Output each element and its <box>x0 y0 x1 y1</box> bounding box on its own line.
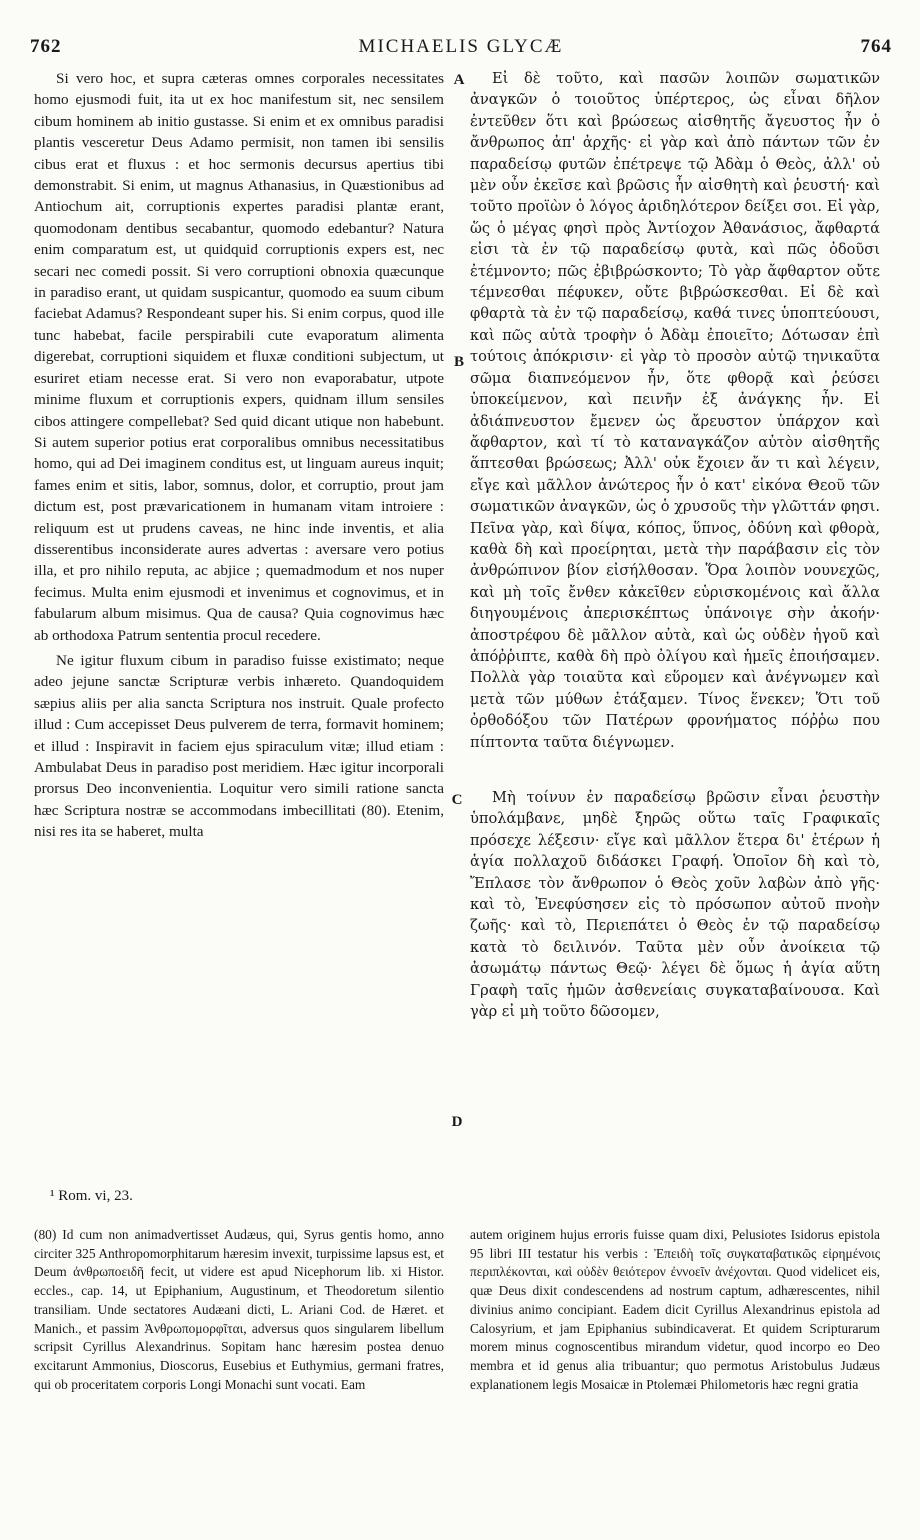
right-page-number: 764 <box>860 36 892 57</box>
footnote-reference: ¹ Rom. vi, 23. <box>50 1188 133 1204</box>
left-page-number: 762 <box>30 36 62 57</box>
margin-letter-b: B <box>453 354 464 370</box>
running-title: MICHAELIS GLYCÆ <box>358 36 564 57</box>
greek-paragraph-2: Μὴ τοίνυν ἐν παραδείσῳ βρῶσιν εἶναι ῥευστὴν ὑπολάμβανε, μηδὲ ξηρῶς οὕτω ταῖς Γραφικαῖς πρόσεχε λέξεσιν· εἴγε καὶ μᾶλλον ἕτερα δι' ἑτέρων ἡ ἁγία πολλαχοῦ διδάσκει Γραφή. Ὁποῖον δὴ καὶ τὸ, Ἔπλασε τὸν ἄνθρωπον ὁ Θεὸς χοῦν λαβὼν ἀπὸ γῆς· καὶ τὸ, Ἐνεφύσησεν εἰς τὸ πρόσωπον αὐτοῦ πνοὴν ζωῆς· καὶ τὸ, Περιεπάτει ὁ Θεὸς ἐν τῷ παραδείσῳ κατὰ τὸ δειλινόν. Ταῦτα μὲν οὖν ἀνοίκεια τῷ ἀσωμάτῳ πάντως Θεῷ· λέγει δὲ ὅμως ἡ ἁγία αὕτη Γραφὴ ταῖς ἡμῶν ἀσθενείαις συγκαταβαίνουσα. Καὶ γὰρ εἰ μὴ τοῦτο δῶσομεν, <box>470 789 880 1021</box>
latin-column <box>34 68 444 1164</box>
margin-letter-a: A <box>453 72 465 88</box>
margin-letter-c: C <box>451 792 463 808</box>
margin-letter-d: D <box>451 1114 463 1130</box>
latin-paragraph-2: Ne igitur fluxum cibum in paradiso fuisse existimato; neque adeo jejune sanctæ Scripturæ verbis inhæreto. Quandoquidem sæpius aliis per alia sancta Scriptura nos instruit. Quale profecto illud : Cum accepisset Deus pulverem de terra, formavit hominem; et illud : Inspiravit in faciem ejus spiraculum vitæ; illud etiam : Ambulabat Deus in paradiso post meridiem. Hæc igitur incorporali prorsus Deo inconvenientia. Loquitur vero simili ratione sancta hæc Scriptura nostræ se accommodans imbecillitati (80). Etenim, nisi res ita se haberet, multa <box>34 651 444 841</box>
latin-paragraph-1: Si vero hoc, et supra cæteras omnes corporales necessitates homo ejusmodi fuit, ita ut ex hoc manifestum sit, nec sensilem cibum hominem ab initio gustasse. Si enim et ex omnibus paradisi plantis vesceretur Deus Adamo permisit, non tamen ibi sensilis cibus erat et fluxus : et hoc sermonis decursus apertius tibi demonstrabit. Si enim, ut magnus Athanasius, in Quæstionibus ad Antiochum ait, corruptionis expertes paradisi plantæ erant, quomodonam dentibus secabantur, quomodo edebantur? Natura enim comparatum est, ut quidquid corruptionis expers est, nec secari nec comedi possit. Si vero corruptioni obnoxia quæcunque in paradiso erant, ut quidam suspicantur, quomodo ea suum cibum faciebat Adamus? Respondeant super his. Si enim corpus, quod ille tunc habebat, facile perspirabili cute evaporatum alimenta digerebat, corruptioni siquidem et fluxæ conditioni subjectum, ut esuriret etiam necesse erat. Si vero non evaporabatur, utpote minime fluxum et corruptionis expers, quidnam illum sensiles cibos attingere compellebat? Sed quid dicant utique non habebunt. Si autem superior potius erat corporalibus omnibus necessitatibus homo, qui ad Dei imaginem conditus est, ut linguam aureus inquit; fames enim et sitis, labor, somnus, dolor, et corruptio, prout jam dictum est, post prævaricationem in humanam vitam introiere : reliquum est ut prudens caveas, ne hinc inde inventis, et alia disserentibus inconsiderate aures advertas : aversare vero potius illa, et pro nihilo reputa, ac abjice ; quemadmodum et nos nuper fecimus. Multa enim ejusmodi et invenimus et cognovimus, et in fabularum album misimus. Qua de causa? Quia cognovimus hæc ab orthodoxa Patrum sententia procul recedere. <box>34 70 444 644</box>
notes-right-column <box>470 1226 880 1526</box>
page-header <box>30 36 892 62</box>
greek-column <box>470 68 880 1164</box>
notes-left-column <box>34 1226 444 1526</box>
greek-paragraph-1: Εἰ δὲ τοῦτο, καὶ πασῶν λοιπῶν σωματικῶν ἀναγκῶν ὁ τοιοῦτος ὑπέρτερος, ὡς εἶναι δῆλον ἐντεῦθεν ὅτι καὶ βρώσεως αἰσθητῆς ἄγευστος ἦν ὁ ἄνθρωπος ἀπ' ἀρχῆς· εἰ γὰρ καὶ ἀπὸ πάντων τῶν ἐν παραδείσῳ φυτῶν ἐπέτρεψε τῷ Ἀδὰμ ὁ Θεὸς, ἀλλ' οὐ μὲν οὖν ἐκεῖσε καὶ βρῶσις ἦν αἰσθητὴ καὶ ῥευστή· καὶ τοῦτο προϊὼν ὁ λόγος ἀριδηλότερον δείξει σοι. Εἰ γὰρ, ὥς ὁ μέγας φησὶ πρὸς Ἀντίοχον Ἀθανάσιος, ἄφθαρτά εἰσι τὰ ἐν τῷ παραδείσῳ φυτὰ, καὶ πῶς ὀδοῦσι ἐτέμνοντο; πῶς ἐβιβρώσκοντο; Τὸ γὰρ ἄφθαρτον οὔτε τέμνεσθαι πέφυκεν, οὔτε βιβρώσκεσθαι. Εἰ δὲ καὶ φθαρτὰ τὰ ἐν τῷ παραδείσῳ, καθά τινες ὑποπτεύουσι, καὶ πῶς αὐτὰ τροφὴν ὁ Ἀδὰμ ἐποιεῖτο; Δότωσαν ἐπὶ τούτοις ἀπόκρισιν· εἰ γὰρ τὸ προσὸν αὐτῷ τηνικαῦτα σῶμα διαπνεόμενον ἦν, ὅτε φθορᾷ καὶ ῥεύσει ὑποκείμενον, καὶ πεινῆν ἐξ ἀνάγκης ἦν. Εἰ ἀδιάπνευστον ἔμενεν ὡς ἄρευστον ὑπάρχον καὶ ἄφθαρτον, καὶ τί τὸ καταναγκάζον αὐτὸν αἰσθητῆς ἅπτεσθαι βρώσεως; Ἀλλ' οὐκ ἔχοιεν ἄν τι καὶ λέγειν, εἴγε καὶ μᾶλλον ἀνώτερος ἦν ὁ κατ' εἰκόνα Θεοῦ τῶν σωματικῶν ἀναγκῶν, ὡς ὁ χρυσοῦς τὴν γλῶττάν φησι. Πεῖνα γὰρ, καὶ δίψα, κόπος, ὕπνος, ὀδύνη καὶ φθορὰ, καθὰ δὴ καὶ προείρηται, μετὰ τὴν παράβασιν εἰς τὸν ἀνθρώπινον βίον εἰσήλθοσαν. Ὅρα λοιπὸν νουνεχῶς, καὶ μὴ τοῖς ἔνθεν κἀκεῖθεν εὑρισκομένοις καὶ ἄλλα διηγουμένοις ἀπερισκέπτως ὑπάνοιγε σὴν ἀκοήν· ἀποστρέφου δὲ μᾶλλον αὐτὰ, καὶ ὡς οὐδὲν ἡγοῦ καὶ ἀπόῤῥιπτε, καθὰ δὴ πρὸ ὀλίγου καὶ ἡμεῖς ἐποιήσαμεν. Πολλὰ γὰρ τοιαῦτα καὶ εὕρομεν καὶ ἀνέγνωμεν καὶ μετὰ τῶν μύθων ἐτάξαμεν. Τίνος ἕνεκεν; Ὅτι τοῦ ὀρθοδόξου τῶν Πατέρων φρονήματος πόῤῥω που πίπτοντα ταῦτα διέγνωμεν. <box>470 70 880 751</box>
note-80-continued: autem originem hujus erroris fuisse quam dixi, Pelusiotes Isidorus epistola 95 libri III testatur his verbis : Ἐπειδὴ τοῖς συγκαταβατικῶς εἰρημένοις περιπλέκονται, καὶ οὐδὲν θειότερον ἐννοεῖν ἀνέχονται. Quod videlicet eis, quæ Deus dixit condescendens ad nostrum captum, adhærescentes, nihil divinius animo concipiant. Eadem dicit Cyrillus Alexandrinus epistola ad Calosyrium, et jam Epiphanius subindicaverat. Et quidem Scripturarum morem minus cognoscentibus mirandum videtur, quod incorpo eo Deo membra et id genus alia tribuantur; quo permotus Aristobulus Judæus explanationem legis Mosaicæ in Ptolemæi Philometoris hæc regni gratia <box>470 1227 880 1392</box>
note-80: (80) Id cum non animadvertisset Audæus, qui, Syrus gentis homo, anno circiter 325 Anthropomorphitarum hæresim invexit, turpissime lapsus est, et Deum ἀνθρωποειδῆ fecit, ut videre est apud Nicephorum lib. xi Histor. eccles., cap. 14, ut Epiphanium, Augustinum, et Theodoretum silentio transiliam. Unde sectatores Audæani dicti, L. Ariani Cod. de Hæret. et Manich., et passim Ἀνθρωπομορφῖται, adversus quos singularem libellum scripsit Cyrillus Alexandrinus. Sopitam hanc hæresim postea denuo excitarunt Ammonius, Dioscorus, Eusebius et Euthymius, germani fratres, qui ob proceritatem corporis Longi Monachi sunt vocati. Eam <box>34 1227 444 1392</box>
